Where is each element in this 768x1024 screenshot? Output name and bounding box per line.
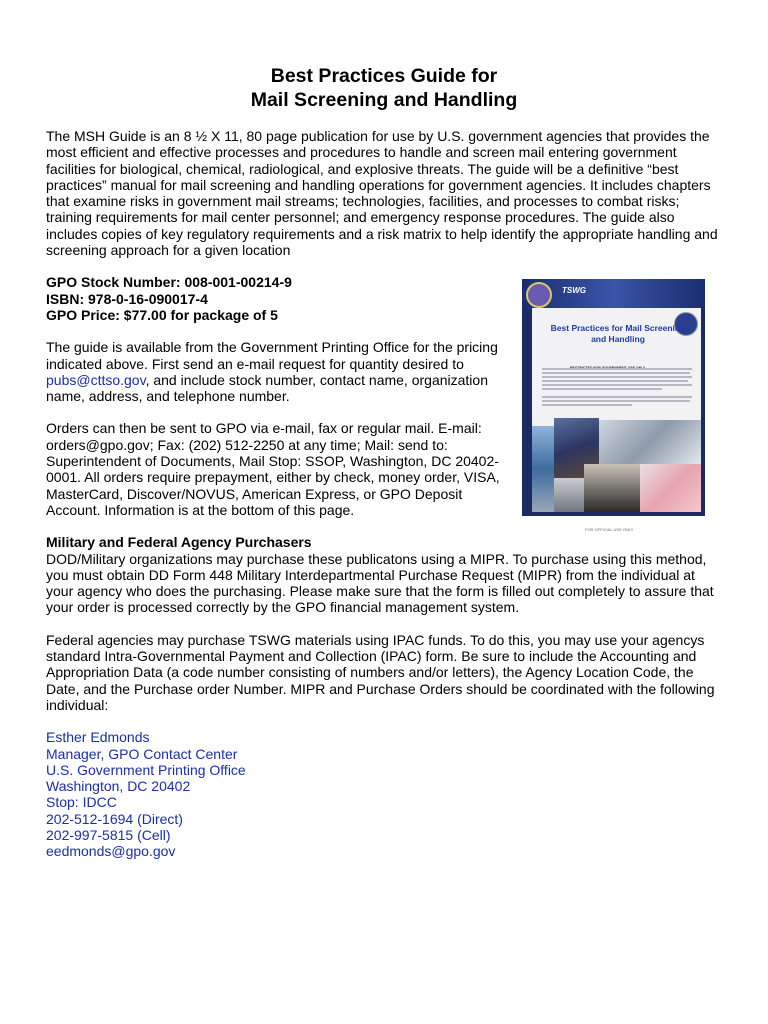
contact-org: U.S. Government Printing Office <box>46 761 246 778</box>
cover-text-line <box>542 404 632 406</box>
price: GPO Price: $77.00 for package of 5 <box>46 306 278 323</box>
contact-title: Manager, GPO Contact Center <box>46 745 238 762</box>
title-line-1: Best Practices Guide for <box>270 65 498 87</box>
availability-text-end: , and include stock number, contact name, organization name, address, and telephone number. <box>46 371 488 405</box>
cover-text-line <box>542 368 692 370</box>
cover-photo-device <box>584 464 640 512</box>
pubs-email-link[interactable]: pubs@cttso.gov <box>46 371 146 388</box>
cover-banner <box>522 279 705 310</box>
contact-block <box>46 729 726 859</box>
cover-text-line <box>542 388 662 390</box>
cover-photo-mailroom <box>532 426 554 512</box>
military-heading: Military and Federal Agency Purchasers <box>46 534 312 551</box>
contact-city: Washington, DC 20402 <box>46 778 191 795</box>
cover-title: Best Practices for Mail Screening and Handling <box>550 323 686 344</box>
federal-paragraph: Federal agencies may purchase TSWG materials using IPAC funds. To do this, you may use your agencys standard Intra-Governmental Payment and Collection (IPAC) form. Be sure to include the Accounting and Appropriation Data (a code number consisting of numbers and/or letters), the Agency Location Code, the Date, and the Purchase order Number. MIPR and Purchase Orders should be coordinated with the following individual: <box>46 631 715 713</box>
contact-stop: Stop: IDCC <box>46 794 117 811</box>
cover-text-line <box>542 372 690 374</box>
contact-phone-direct: 202-512-1694 (Direct) <box>46 810 183 827</box>
cover-text-line <box>542 380 688 382</box>
cover-photo-bag <box>640 464 701 512</box>
title-line-2: Mail Screening and Handling <box>250 89 518 111</box>
guide-cover-image <box>522 279 705 516</box>
cover-footer-note: FOR OFFICIAL USE ONLY <box>585 527 634 532</box>
stock-number: GPO Stock Number: 008-001-00214-9 <box>46 274 292 291</box>
page-title <box>46 64 722 112</box>
intro-paragraph: The MSH Guide is an 8 ½ X 11, 80 page publication for use by U.S. government agencies that provides the most efficient and effective processes and procedures to handle and screen mail entering government facilities for biological, chemical, radiological, and explosive threats. The guide will be a definitive “best practices” manual for mail screening and handling operations for government agencies. It includes chapters that examine risks in government mail streams; technologies, facilities, and processes to combat risks; training requirements for mail center personnel; and emergency response procedures. The guide also includes copies of key regulatory requirements and a risk matrix to help identify the appropriate handling and screening approach for a given location <box>46 128 718 259</box>
contact-email[interactable]: eedmonds@gpo.gov <box>46 843 176 860</box>
cover-photo-equipment <box>554 478 584 512</box>
isbn: ISBN: 978-0-16-090017-4 <box>46 290 208 307</box>
cover-page <box>532 308 701 512</box>
military-paragraph: DOD/Military organizations may purchase these publicatons using a MIPR. To purchase using this method, you must obtain DD Form 448 Military Interdepartmental Purchase Request (MIPR) from the individual at your agency who does the purchasing. Please make sure that the form is filled out completely to assure that your order is processed correctly by the GPO financial management system. <box>46 550 714 616</box>
seal-icon <box>526 282 552 308</box>
contact-name: Esther Edmonds <box>46 729 150 746</box>
cover-text-line <box>542 384 692 386</box>
cover-text-line <box>542 396 692 398</box>
availability-text: The guide is available from the Government Printing Office for the pricing indicated above. First send an e-mail request for quantity desired to <box>46 339 498 372</box>
cover-banner-text: TSWG <box>562 286 586 295</box>
availability-paragraph <box>46 339 506 404</box>
cover-text-line <box>542 376 692 378</box>
orders-paragraph: Orders can then be sent to GPO via e-mail, fax or regular mail. E-mail: orders@gpo.gov; Fax: (202) 512-2250 at any time; Mail: send to: Superintendent of Documents, Mail Stop: SSOP, Washington, DC 20402-0001. All orders require prepayment, either by check, money order, VISA, MasterCard, Discover/NOVUS, American Express, or GPO Deposit Account. Information is at the bottom of this page. <box>46 420 500 518</box>
contact-phone-cell: 202-997-5815 (Cell) <box>46 826 171 843</box>
cover-text-line <box>542 400 690 402</box>
cover-photo-screening <box>599 420 701 464</box>
